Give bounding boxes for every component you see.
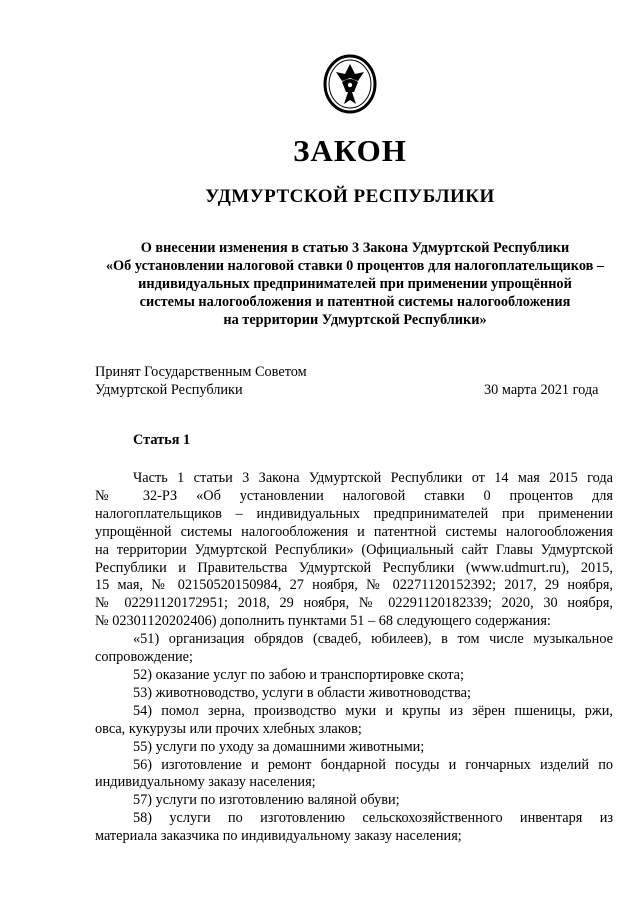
body-line: налогоплательщиков – индивидуальных предпринимателей при применении — [95, 505, 613, 522]
list-item-line: индивидуальному заказу населения; — [95, 774, 316, 791]
adoption-block — [95, 363, 307, 399]
law-name-line: индивидуальных предпринимателей при применении упрощённой — [138, 276, 572, 292]
law-name — [95, 239, 615, 329]
body-line: Республики и Правительства Удмуртской Республики (www.udmurt.ru), 2015, — [95, 559, 613, 576]
list-item-line: 53) животноводство, услуги в области животноводства; — [133, 684, 471, 701]
adoption-date: 30 марта 2021 года — [484, 382, 599, 398]
body-line: № 32-РЗ «Об установлении налоговой ставки 0 процентов для — [95, 487, 613, 504]
list-item-line: 55) услуги по уходу за домашними животными; — [133, 738, 425, 755]
law-name-line: системы налогообложения и патентной системы налогообложения — [139, 294, 571, 310]
list-item-line: 57) услуги по изготовлению валяной обуви; — [133, 792, 400, 809]
law-name-line: «Об установлении налоговой ставки 0 процентов для налогоплательщиков – — [105, 258, 605, 274]
article-heading: Статья 1 — [133, 432, 191, 448]
list-item-line: 58) услуги по изготовлению сельскохозяйственного инвентаря из — [133, 810, 613, 827]
document-subtitle: УДМУРТСКОЙ РЕСПУБЛИКИ — [205, 186, 495, 207]
list-item-line: «51) организация обрядов (свадеб, юбилеев), в том числе музыкальное — [133, 631, 613, 648]
article-body — [95, 470, 613, 846]
list-item-line: 56) изготовление и ремонт бондарной посуды и гончарных изделий по — [133, 756, 613, 773]
adopted-by-line: Принят Государственным Советом — [95, 364, 307, 380]
udmurt-coat-of-arms-icon — [318, 52, 382, 116]
list-item-line: овса, кукурузы или прочих хлебных злаков; — [95, 720, 362, 737]
list-item-line: 54) помол зерна, производство муки и крупы из зёрен пшеницы, ржи, — [133, 702, 613, 719]
body-line: упрощённой системы налогообложения и патентной системы налогообложения — [95, 523, 613, 540]
body-line: на территории Удмуртской Республики» (Официальный сайт Главы Удмуртской — [95, 541, 613, 558]
list-item-line: материала заказчика по индивидуальному заказу населения; — [95, 828, 462, 845]
adopted-by-line: Удмуртской Республики — [95, 382, 243, 398]
law-name-line: О внесении изменения в статью 3 Закона Удмуртской Республики — [140, 240, 570, 256]
law-name-line: на территории Удмуртской Республики» — [223, 312, 487, 328]
body-line: № 02291120172951; 2018, 29 ноября, № 02291120182339; 2020, 30 ноября, — [95, 595, 613, 612]
list-item-line: сопровождение; — [95, 649, 194, 666]
document-title: ЗАКОН — [293, 133, 407, 168]
body-line: № 02301120202406) дополнить пунктами 51 – 68 следующего содержания: — [95, 613, 551, 630]
body-line: Часть 1 статьи 3 Закона Удмуртской Республики от 14 мая 2015 года — [133, 470, 613, 486]
list-item-line: 52) оказание услуг по забою и транспортировке скота; — [133, 666, 464, 683]
body-line: 15 мая, № 02150520150984, 27 ноября, № 02271120152392; 2017, 29 ноября, — [95, 577, 613, 594]
